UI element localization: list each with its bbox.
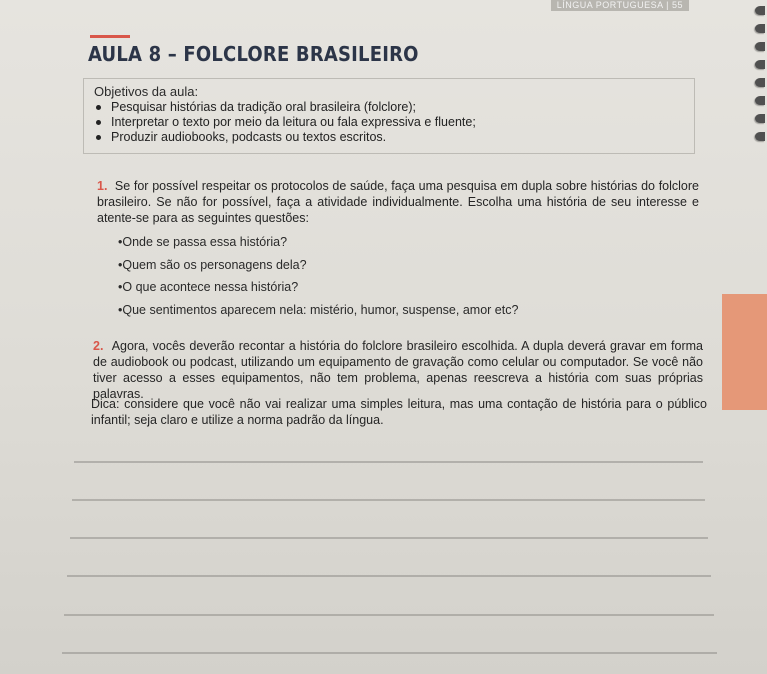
binder-rings bbox=[753, 0, 767, 160]
activity-2-number: 2. bbox=[93, 339, 104, 353]
section-tag: LÍNGUA PORTUGUESA | 55 bbox=[551, 0, 689, 11]
binder-ring-icon bbox=[755, 24, 765, 33]
binder-ring-icon bbox=[755, 114, 765, 123]
question-item: •Quem são os personagens dela? bbox=[118, 257, 307, 272]
objectives-heading: Objetivos da aula: bbox=[94, 84, 199, 99]
activity-2-body: Agora, vocês deverão recontar a história do folclore brasileiro escolhida. A dupla deverá gravar em forma de audiobook ou podcast, utilizando um equipamento de gravação como celular ou computador. Se você não tiver acesso a esses equipamentos, não tem problema, apenas reescreva a história com suas próprias palavras. bbox=[93, 339, 703, 401]
tip-text: Dica: considere que você não vai realizar uma simples leitura, mas uma contação de história para o público infantil; seja claro e utilize a norma padrão da língua. bbox=[91, 397, 707, 427]
question-item: •O que acontece nessa história? bbox=[118, 280, 299, 294]
page-title: AULA 8 – FOLCLORE BRASILEIRO bbox=[88, 42, 419, 66]
binder-ring-icon bbox=[755, 96, 765, 105]
question-item: •Que sentimentos aparecem nela: mistério, humor, suspense, amor etc? bbox=[118, 302, 519, 317]
question-item: •Onde se passa essa história? bbox=[118, 235, 288, 249]
activity-1-number: 1. bbox=[97, 179, 108, 193]
objective-item: Produzir audiobooks, podcasts ou textos escritos. bbox=[94, 130, 476, 145]
objective-item: Pesquisar histórias da tradição oral brasileira (folclore); bbox=[94, 100, 476, 115]
binder-ring-icon bbox=[755, 132, 765, 141]
binder-ring-icon bbox=[755, 78, 765, 87]
activity-1-body: Se for possível respeitar os protocolos de saúde, faça uma pesquisa em dupla sobre histórias do folclore brasileiro. Se não for possível, faça a atividade individualmente. Escolha uma história de seu interesse e atente-se para as seguintes questões: bbox=[97, 179, 699, 225]
binder-ring-icon bbox=[755, 6, 765, 15]
objective-item: Interpretar o texto por meio da leitura ou fala expressiva e fluente; bbox=[94, 115, 476, 130]
binder-ring-icon bbox=[755, 42, 765, 51]
binder-ring-icon bbox=[755, 60, 765, 69]
